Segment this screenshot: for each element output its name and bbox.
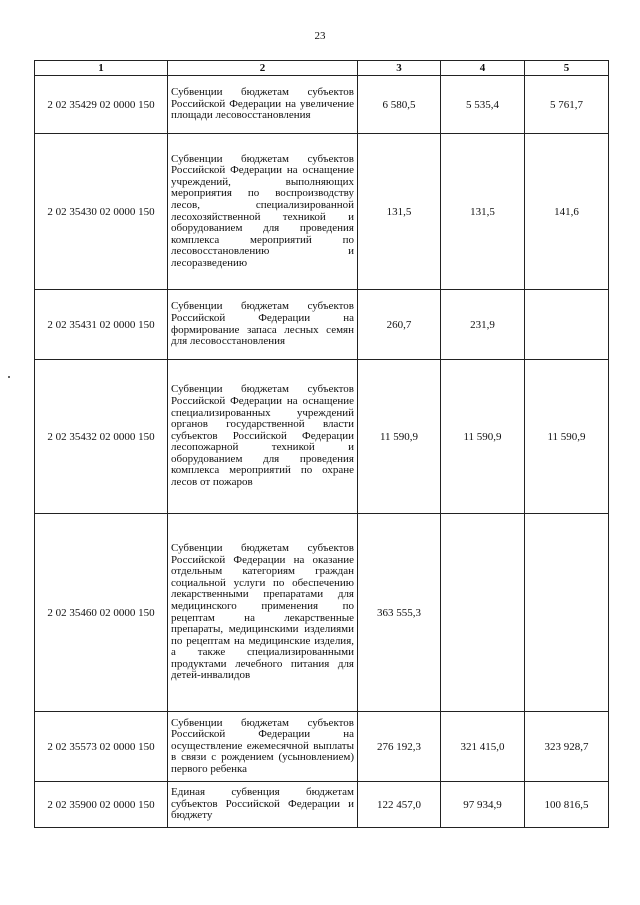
row-value-col5 (525, 290, 609, 360)
row-value-col4: 97 934,9 (441, 782, 525, 828)
row-value-col5: 323 928,7 (525, 712, 609, 782)
column-header-1: 1 (35, 61, 168, 76)
row-value-col3: 363 555,3 (358, 514, 441, 712)
table-row (35, 290, 609, 360)
row-value-col5: 100 816,5 (525, 782, 609, 828)
scan-speck (8, 376, 10, 378)
row-value-col4: 231,9 (441, 290, 525, 360)
row-code: 2 02 35900 02 0000 150 (35, 782, 168, 828)
row-value-col4 (441, 514, 525, 712)
row-value-col4: 321 415,0 (441, 712, 525, 782)
row-value-col3: 276 192,3 (358, 712, 441, 782)
row-description: Субвенции бюджетам субъектов Российской Федерации на оказание отдельным категориям граждан социальной услуги по обеспечению лекарственными препаратами для медицинского применения по рецептам на лекарственные препараты, медицинскими изделиями по рецептам на медицинские изделия, а также специализированными продуктами лечебного питания для детей-инвалидов (168, 514, 358, 712)
table-row (35, 712, 609, 782)
page-number: 23 (314, 30, 326, 42)
row-value-col3: 131,5 (358, 134, 441, 290)
row-value-col3: 11 590,9 (358, 360, 441, 514)
row-description: Субвенции бюджетам субъектов Российской Федерации на оснащение специализированных учреждений органов государственной власти субъектов Российской Федерации лесопожарной техникой и оборудованием для проведения комплекса мероприятий по охране лесов от пожаров (168, 360, 358, 514)
row-code: 2 02 35429 02 0000 150 (35, 76, 168, 134)
table-row (35, 782, 609, 828)
row-value-col4: 5 535,4 (441, 76, 525, 134)
row-code: 2 02 35431 02 0000 150 (35, 290, 168, 360)
table-row (35, 514, 609, 712)
table-row (35, 134, 609, 290)
row-value-col5: 5 761,7 (525, 76, 609, 134)
column-header-3: 3 (358, 61, 441, 76)
table-row (35, 360, 609, 514)
row-value-col3: 260,7 (358, 290, 441, 360)
row-value-col3: 122 457,0 (358, 782, 441, 828)
row-description: Субвенции бюджетам субъектов Российской Федерации на осуществление ежемесячной выплаты в связи с рождением (усыновлением) первого ребенка (168, 712, 358, 782)
table-header-row (35, 61, 609, 76)
column-header-5: 5 (525, 61, 609, 76)
row-value-col4: 11 590,9 (441, 360, 525, 514)
row-code: 2 02 35573 02 0000 150 (35, 712, 168, 782)
row-description: Субвенции бюджетам субъектов Российской Федерации на увеличение площади лесовосстановления (168, 76, 358, 134)
row-description: Единая субвенция бюджетам субъектов Российской Федерации и бюджету (168, 782, 358, 828)
row-value-col5 (525, 514, 609, 712)
column-header-2: 2 (168, 61, 358, 76)
budget-table (34, 60, 609, 828)
row-code: 2 02 35432 02 0000 150 (35, 360, 168, 514)
column-header-4: 4 (441, 61, 525, 76)
row-description: Субвенции бюджетам субъектов Российской Федерации на оснащение учреждений, выполняющих мероприятия по воспроизводству лесов, специализированной лесохозяйственной техникой и оборудованием для проведения комплекса мероприятий по лесовосстановлению и лесоразведению (168, 134, 358, 290)
row-code: 2 02 35460 02 0000 150 (35, 514, 168, 712)
row-value-col5: 141,6 (525, 134, 609, 290)
row-code: 2 02 35430 02 0000 150 (35, 134, 168, 290)
row-value-col5: 11 590,9 (525, 360, 609, 514)
row-description: Субвенции бюджетам субъектов Российской Федерации на формирование запаса лесных семян для лесовосстановления (168, 290, 358, 360)
row-value-col4: 131,5 (441, 134, 525, 290)
row-value-col3: 6 580,5 (358, 76, 441, 134)
table-row (35, 76, 609, 134)
